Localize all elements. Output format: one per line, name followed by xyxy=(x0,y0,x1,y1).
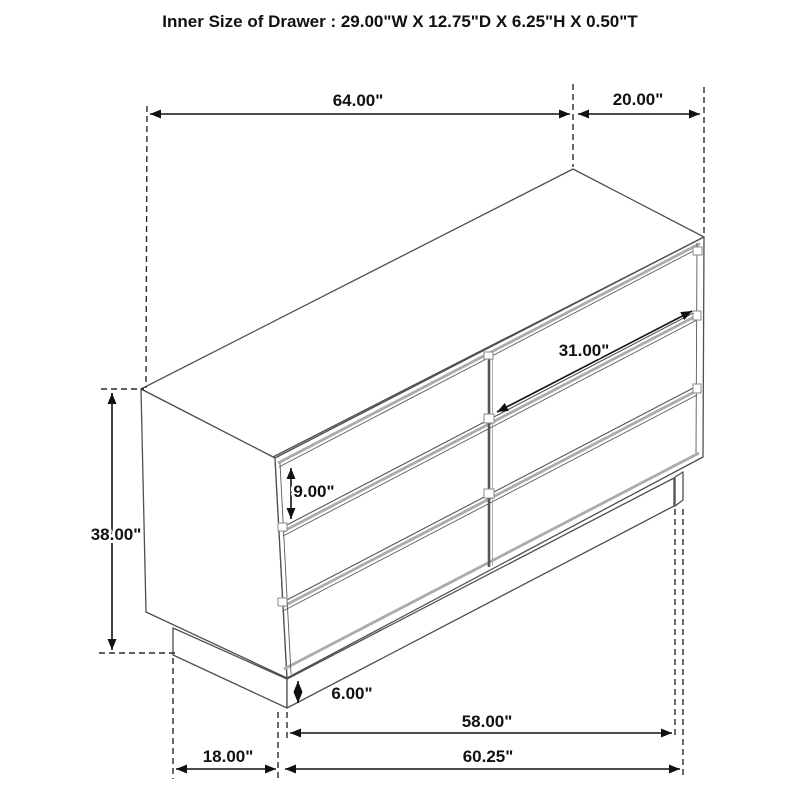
dresser-drawing xyxy=(141,169,704,708)
dim-label-overall-bottom-width: 60.25" xyxy=(462,747,514,766)
dim-overall-bottom-width xyxy=(285,747,680,769)
dim-label-base-side-depth: 18.00" xyxy=(202,747,254,766)
dim-label-drawer-width: 31.00" xyxy=(558,341,610,360)
dim-base-width xyxy=(290,712,672,733)
dim-label-base-height: 6.00" xyxy=(331,684,373,703)
ext-top-left xyxy=(146,106,147,388)
dim-top-width xyxy=(150,91,570,114)
dim-label-base-width: 58.00" xyxy=(461,712,513,731)
dim-top-depth xyxy=(578,90,700,114)
dim-label-top-depth: 20.00" xyxy=(612,90,664,109)
dim-label-overall-height: 38.00" xyxy=(90,525,142,544)
dim-label-drawer-height: 9.00" xyxy=(293,482,335,501)
dim-label-top-width: 64.00" xyxy=(332,91,384,110)
base-right-leg xyxy=(675,472,683,506)
diagram-title: Inner Size of Drawer : 29.00"W X 12.75"D X 6.25"H X 0.50"T xyxy=(162,12,638,31)
dim-overall-height xyxy=(91,393,142,650)
dim-base-side-depth xyxy=(176,747,276,769)
